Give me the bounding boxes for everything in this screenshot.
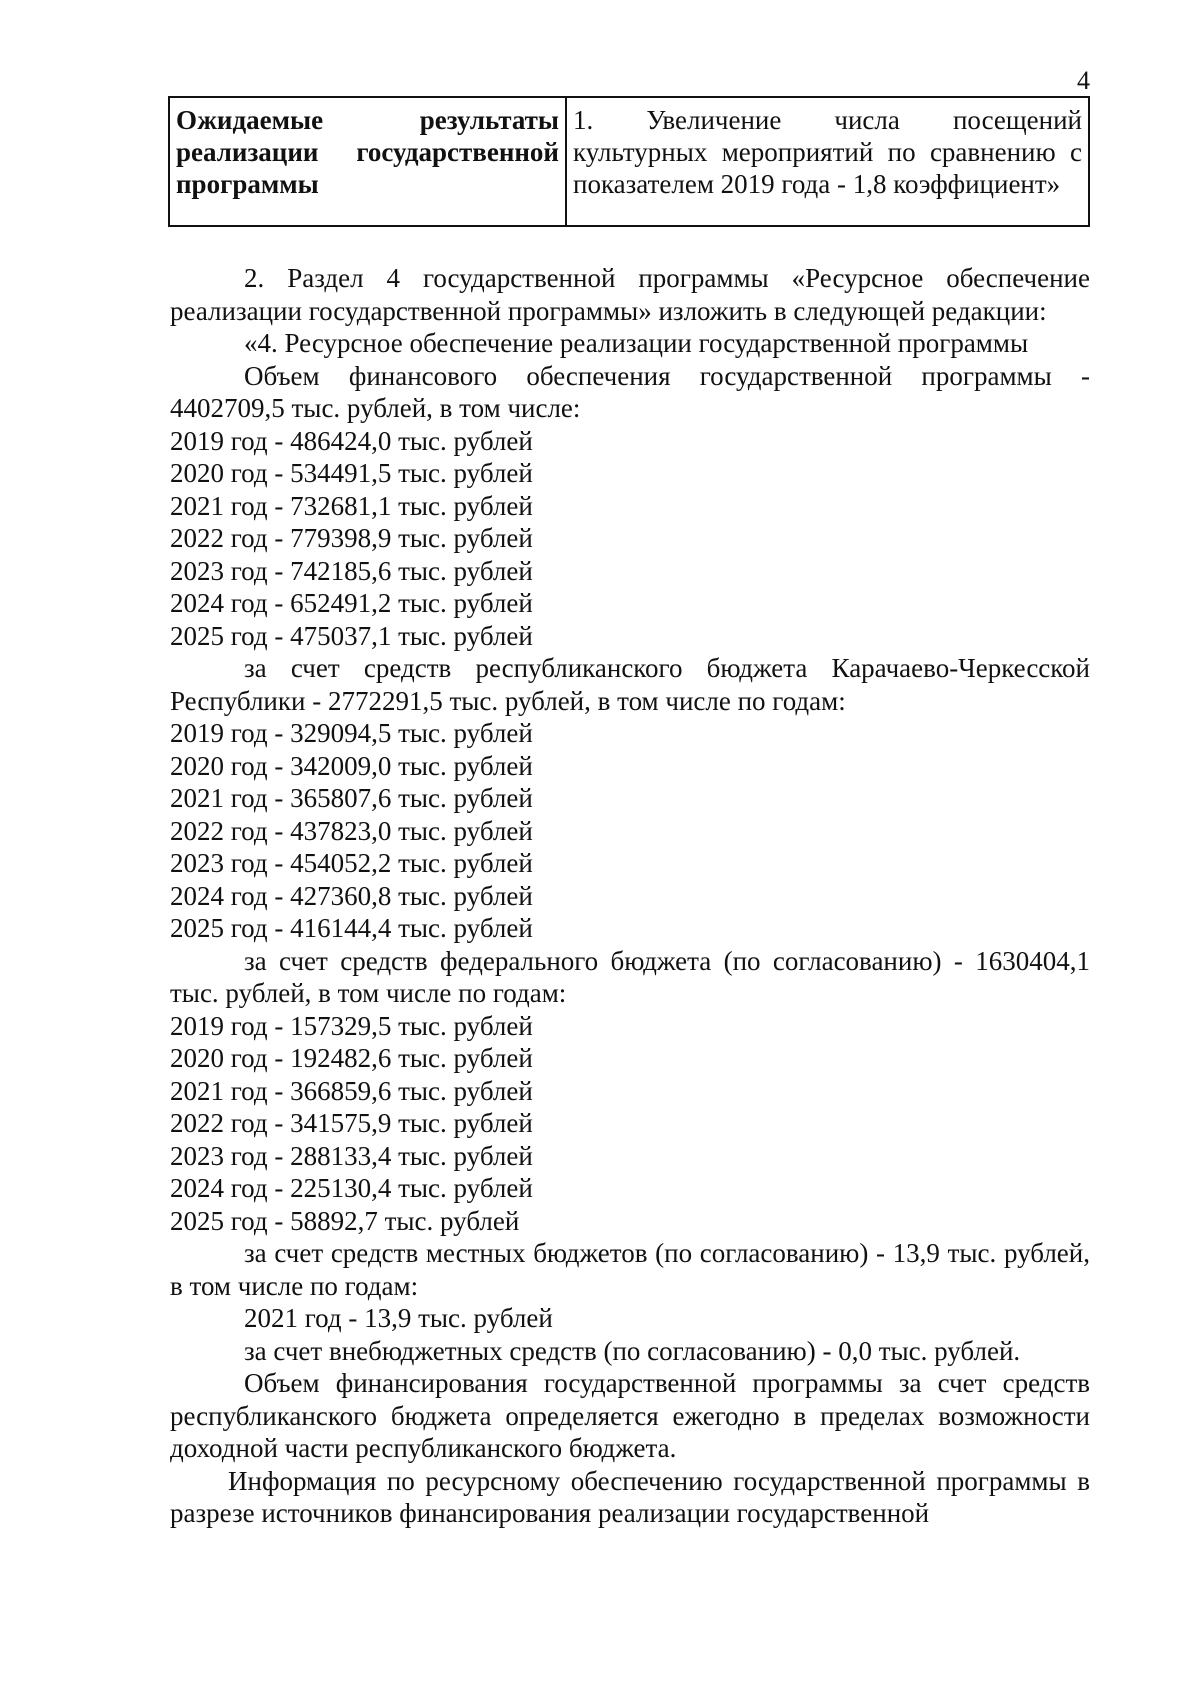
document-body [170, 262, 1090, 1530]
funding-note-paragraph: Объем финансирования государственной программы за счет средств республиканского бюджета определяется ежегодно в пределах возможности доходной части республиканского бюджета. [170, 1368, 1090, 1463]
list-item: 2020 год - 534491,5 тыс. рублей [170, 458, 533, 488]
federal-years-list [170, 1010, 1090, 1238]
republican-years-list [170, 717, 1090, 945]
total-funding-paragraph: Объем финансового обеспечения государственной программы - 4402709,5 тыс. рублей, в том числе: [170, 360, 1090, 423]
list-item: 2022 год - 437823,0 тыс. рублей [170, 815, 533, 846]
page-number: 4 [1077, 66, 1090, 95]
local-budget-year: 2021 год - 13,9 тыс. рублей [244, 1303, 553, 1333]
list-item: 2024 год - 652491,2 тыс. рублей [170, 588, 533, 618]
list-item: 2019 год - 329094,5 тыс. рублей [170, 718, 533, 748]
list-item: 2025 год - 58892,7 тыс. рублей [170, 1205, 520, 1236]
federal-budget-paragraph: за счет средств федерального бюджета (по согласованию) - 1630404,1 тыс. рублей, в том числе по годам: [170, 945, 1090, 1008]
list-item: 2021 год - 732681,1 тыс. рублей [170, 490, 533, 521]
list-item: 2025 год - 475037,1 тыс. рублей [170, 620, 533, 651]
section-title: «4. Ресурсное обеспечение реализации государственной программы [244, 328, 1029, 358]
list-item: 2022 год - 779398,9 тыс. рублей [170, 523, 533, 553]
list-item: 2024 год - 427360,8 тыс. рублей [170, 880, 533, 911]
list-item: 2019 год - 157329,5 тыс. рублей [170, 1010, 533, 1041]
table-row [169, 97, 1089, 226]
table-value-cell: 1. Увеличение числа посещений культурных мероприятий по сравнению с показателем 2019 года - 1,8 коэффициент» [566, 97, 1089, 226]
intro-paragraph: 2. Раздел 4 государственной программы «Ресурсное обеспечение реализации государственной программы» изложить в следующей редакции: [170, 263, 1090, 326]
list-item: 2025 год - 416144,4 тыс. рублей [170, 913, 533, 943]
list-item: 2023 год - 288133,4 тыс. рублей [170, 1140, 533, 1171]
list-item: 2019 год - 486424,0 тыс. рублей [170, 425, 533, 456]
list-item: 2023 год - 454052,2 тыс. рублей [170, 848, 533, 878]
list-item: 2023 год - 742185,6 тыс. рублей [170, 555, 533, 586]
list-item: 2020 год - 342009,0 тыс. рублей [170, 750, 533, 781]
table-label-cell: Ожидаемые результаты реализации государственной программы [169, 97, 566, 226]
total-years-list [170, 425, 1090, 653]
extrabudget-line: за счет внебюджетных средств (по согласованию) - 0,0 тыс. рублей. [244, 1335, 1021, 1366]
local-budget-paragraph: за счет средств местных бюджетов (по согласованию) - 13,9 тыс. рублей, в том числе по годам: [170, 1238, 1090, 1301]
list-item: 2020 год - 192482,6 тыс. рублей [170, 1043, 533, 1073]
list-item: 2021 год - 365807,6 тыс. рублей [170, 783, 533, 813]
list-item: 2022 год - 341575,9 тыс. рублей [170, 1108, 533, 1138]
expected-results-table [168, 96, 1090, 227]
list-item: 2021 год - 366859,6 тыс. рублей [170, 1075, 533, 1106]
republican-budget-paragraph: за счет средств республиканского бюджета Карачаево-Черкесской Республики - 2772291,5 тыс. рублей, в том числе по годам: [170, 653, 1090, 716]
list-item: 2024 год - 225130,4 тыс. рублей [170, 1173, 533, 1203]
resource-info-paragraph: Информация по ресурсному обеспечению государственной программы в разрезе источников финансирования реализации государственной [170, 1465, 1090, 1528]
